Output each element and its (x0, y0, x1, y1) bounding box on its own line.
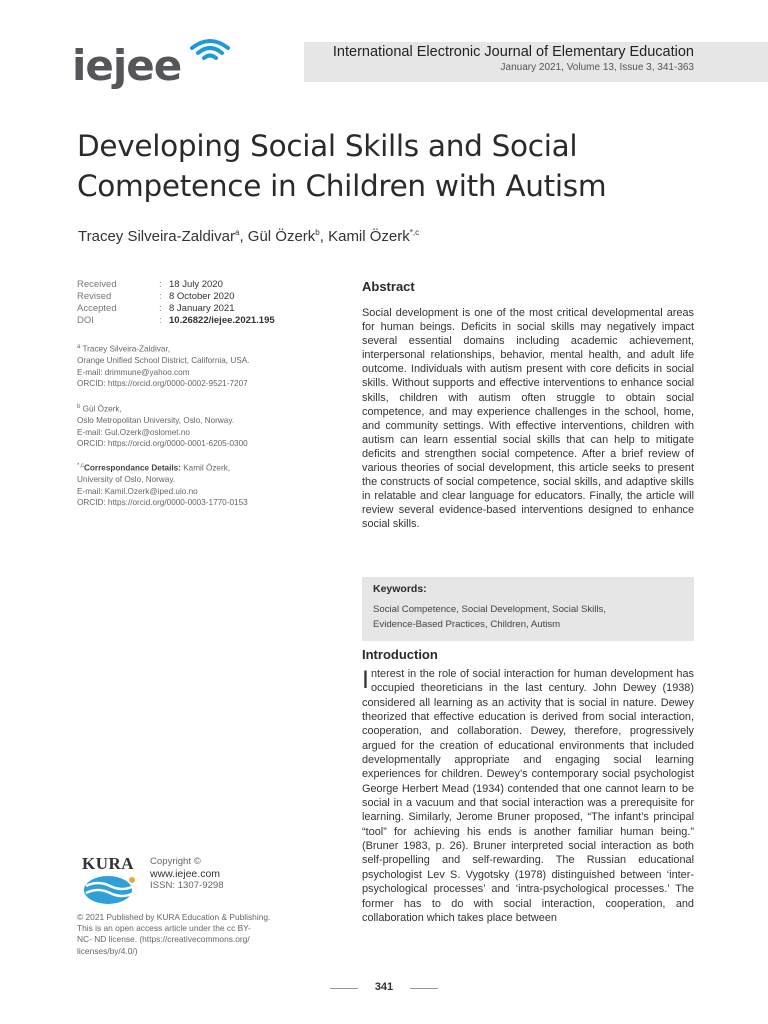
author-separator: , (239, 228, 248, 245)
affiliation-name: Gül Özerk, (82, 404, 122, 414)
affiliation-email[interactable]: E-mail: Gul.Ozerk@oslomet.no (77, 427, 190, 437)
date-label: Received (77, 279, 117, 290)
page-number: 341 (374, 981, 394, 993)
author-name: Kamil Özerk (328, 228, 410, 245)
date-row: Revised : 8 October 2020 (77, 291, 235, 302)
introduction-body: nterest in the role of social interaction for human development has occupied theoreticians in the last century. John Dewey (1938) considered all learning as an activity that is social in nature. Dewey theorized that effective education is derived from social interaction, cooperation, and collaboration. Dewey, therefore, progressively argued for the creation of educational environments that included developmentally appropriate and engaging social learning experiences for children. Dewey’s contemporary social psychologist George Herbert Mead (1934) contended that one cannot learn to be social in a vacuum and that social interaction was a prerequisite for learning. Similarly, Jerome Bruner proposed, “The infant’s principal “tool” for achieving his ends is another familiar human being.” (Bruner 1983, p. 26). Bruner interpreted social interaction as both self-propelling and self-rewarding. The Russian educational psychologist Lev S. Vygotsky (1978) distinguished between ‘inter-psychological processes’ and ‘intra-psychological processes.’ The former has to do with social interaction, cooperation, and collaboration which takes place between (362, 668, 694, 924)
article-title (77, 126, 717, 206)
affiliation-b (77, 402, 297, 449)
date-label: DOI (77, 315, 94, 326)
publisher-logo (80, 852, 144, 908)
journal-issue: January 2021, Volume 13, Issue 3, 341-363 (500, 62, 694, 73)
affiliation-c (77, 461, 297, 508)
introduction-text (362, 667, 694, 925)
affiliation-mark: b (77, 404, 81, 410)
license-line: © 2021 Published by KURA Education & Publishing. (77, 912, 271, 922)
title-line: Competence in Children with Autism (77, 169, 607, 203)
author-affiliation-mark: *,c (409, 228, 420, 237)
license-line[interactable]: licenses/by/4.0/) (77, 945, 138, 956)
affiliation-a (77, 342, 297, 389)
affiliation-name: Tracey Silveira-Zaldivar, (82, 344, 170, 354)
doi-link[interactable]: 10.26822/iejee.2021.195 (169, 315, 275, 326)
date-value: 18 July 2020 (169, 279, 223, 290)
keywords-box (362, 577, 694, 641)
journal-header-band (304, 42, 768, 82)
affiliation-orcid[interactable]: ORCID: https://orcid.org/0000-0002-9521-7207 (77, 378, 248, 388)
date-row: DOI : 10.26822/iejee.2021.195 (77, 315, 275, 326)
affiliation-email[interactable]: E-mail: Kamil.Ozerk@iped.uio.no (77, 486, 198, 496)
date-label: Accepted (77, 303, 117, 314)
date-value: 8 January 2021 (169, 303, 235, 314)
date-label: Revised (77, 291, 112, 302)
affiliation-orcid[interactable]: ORCID: https://orcid.org/0000-0001-6205-0300 (77, 438, 248, 448)
title-line: Developing Social Skills and Social (77, 129, 578, 163)
author-affiliation-mark: b (315, 228, 320, 237)
license-line[interactable]: NC- ND license. (https://creativecommons.org/ (77, 934, 250, 945)
page-footer (0, 980, 768, 996)
abstract-heading: Abstract (362, 279, 415, 294)
author-separator: , (319, 228, 329, 245)
website-link[interactable]: www.iejee.com (150, 868, 221, 880)
author-name: Gül Özerk (247, 228, 316, 245)
keywords-label: Keywords: (373, 583, 427, 595)
license-line: This is an open access article under the cc BY- (77, 923, 251, 934)
footer-rule-right (410, 988, 438, 989)
license-notice (77, 912, 299, 957)
date-row: Accepted : 8 January 2021 (77, 303, 235, 314)
introduction-heading: Introduction (362, 647, 438, 662)
copyright-label: Copyright © (150, 856, 201, 867)
journal-logo (72, 38, 232, 88)
article-dates (77, 279, 275, 327)
date-row: Received : 18 July 2020 (77, 279, 223, 290)
author-name: Tracey Silveira-Zaldivar (78, 228, 235, 245)
affiliation-line: University of Oslo, Norway. (77, 475, 176, 485)
keywords-list (373, 603, 673, 632)
wave-logo-icon (82, 874, 142, 906)
affiliation-line: Orange Unified School District, California, USA. (77, 356, 250, 366)
keywords-line: Social Competence, Social Development, Social Skills, (373, 604, 607, 615)
drop-cap: I (362, 666, 369, 694)
abstract-text: Social development is one of the most critical developmental areas for human beings. Deficits in social skills may negatively impact several essential domains including academic achievement, interpersonal relationships, behavior, mental health, and adult life outcome. Individuals with autism present with core deficits in social skills. Without supports and effective interventions to enhance social skills, children with autism often struggle to obtain social competence, and may experience challenges in the school, home, and community settings. With effective interventions, children with autism can learn essential social skills that can help to mitigate deficits and strengthen social competence. After a brief review of various theories of social development, this article seeks to present the constructs of social competence, social skills, and adaptive skills in relatable and clear language for educators. Finally, the article will review several evidence-based interventions designed to enhance social skills. (362, 307, 694, 531)
affiliation-mark: *,c (77, 463, 85, 469)
logo-wordmark: iejee (72, 41, 182, 90)
affiliation-email[interactable]: E-mail: drimmune@yahoo.com (77, 367, 190, 377)
affiliation-mark: a (77, 344, 81, 350)
issn: ISSN: 1307-9298 (150, 880, 224, 891)
correspondence-label: Correspondance Details: (84, 463, 181, 473)
affiliation-line: Oslo Metropolitan University, Oslo, Norway. (77, 416, 235, 426)
publisher-logo-text: KURA (82, 854, 135, 873)
author-affiliation-mark: a (234, 228, 240, 237)
affiliation-orcid[interactable]: ORCID: https://orcid.org/0000-0003-1770-0153 (77, 497, 248, 507)
journal-name: International Electronic Journal of Elementary Education (332, 44, 694, 60)
signal-waves-icon (190, 38, 230, 62)
author-list (78, 228, 419, 245)
affiliation-name: Kamil Özerk, (180, 463, 231, 473)
date-value: 8 October 2020 (169, 291, 235, 302)
keywords-line: Evidence-Based Practices, Children, Autism (373, 618, 561, 630)
copyright-block (150, 856, 224, 892)
